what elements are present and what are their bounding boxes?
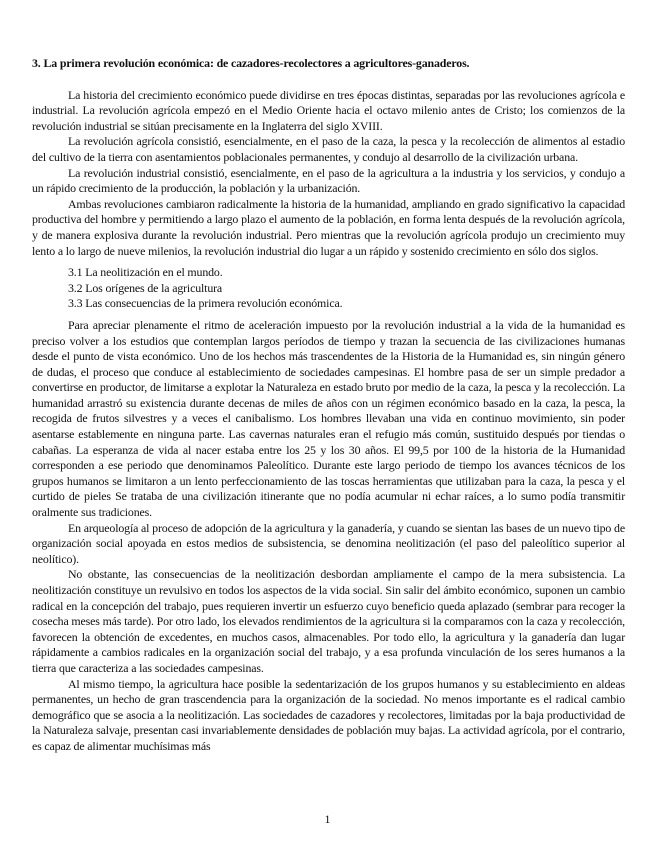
intro-paragraph-1: La historia del crecimiento económico puede dividirse en tres épocas distintas, separadas por las revoluciones agrícola e industrial. La revolución agrícola empezó en el Medio Oriente hacia el octavo milenio antes de Cristo; los comienzos de la revolución industrial se sitúan precisamente en la Inglaterra del siglo XVIII. [32, 87, 625, 133]
subsection-item: 3.2 Los orígenes de la agricultura [68, 280, 223, 295]
body-paragraph-1: Para apreciar plenamente el ritmo de aceleración impuesto por la revolución industrial a la vida de la humanidad es preciso volver a los estudios que contemplan largos períodos de tiempo y trazan la secuencia de las civilizaciones humanas desde el punto de vista económico. Uno de los hechos más trascendentes de la Historia de la Humanidad es, sin ningún género de dudas, el proceso que conduce al establecimiento de sociedades campesinas. El hombre pasa de ser un simple predador a convertirse en productor, de limitarse a explotar la Naturaleza en estado bruto por medio de la caza, la pesca y la recolección. La humanidad arrastró su existencia durante decenas de miles de años con un régimen económico basado en la caza, la pesca, la recogida de frutos silvestres y a veces el canibalismo. Los hombres llevaban una vida en continuo movimiento, sin poder asentarse establemente en ninguna parte. Las cavernas naturales eran el refugio más común, sustituido después por tiendas o cabañas. La esperanza de vida al nacer estaba entre los 25 y los 30 años. El 99,5 por 100 de la historia de la Humanidad corresponden a ese periodo que denominamos Paleolítico. Durante este largo periodo de tiempo los avances técnicos de los grupos humanos se limitaron a un lento perfeccionamiento de las toscas herramientas que utilizaban para la caza, la pesca y el curtido de pieles Se trataba de una civilización itinerante que no podía acumular ni echar raíces, a lo sumo podía transmitir oralmente sus tradiciones. [32, 317, 625, 520]
subsection-item: 3.1 La neolitización en el mundo. [68, 265, 223, 280]
body-paragraph-3: No obstante, las consecuencias de la neolitización desbordan ampliamente el campo de la mera subsistencia. La neolitización constituye un revulsivo en todos los aspectos de la vida social. Sin salir del ámbito económico, suponen un cambio radical en la concepción del trabajo, pues requieren invertir un esfuerzo cuyo beneficio queda aplazado (sembrar para recoger la cosecha meses más tarde). Por otro lado, los elevados rendimientos de la agricultura si la comparamos con la caza y recolección, favorecen la obtención de excedentes, en muchos casos, almacenables. Por todo ello, la agricultura y la ganadería dan lugar rápidamente a cambios radicales en la organización social del trabajo, y a esa profunda vinculación de los seres humanos a la tierra que caracteriza a las sociedades campesinas. [32, 567, 625, 675]
document-page [32, 56, 625, 755]
intro-paragraph-3: La revolución industrial consistió, esencialmente, en el paso de la agricultura a la industria y los servicios, y condujo a un rápido crecimiento de la producción, la población y la urbanización. [32, 165, 625, 196]
section-heading: 3. La primera revolución económica: de cazadores-recolectores a agricultores-ganaderos. [32, 56, 470, 70]
body-paragraph-2: En arqueología al proceso de adopción de la agricultura y la ganadería, y cuando se sientan las bases de un nuevo tipo de organización social apoyada en estos medios de subsistencia, se denomina neolitización (el paso del paleolítico superior al neolítico). [32, 520, 625, 566]
body-paragraph-4: Al mismo tiempo, la agricultura hace posible la sedentarización de los grupos humanos y su establecimiento en aldeas permanentes, un hecho de gran trascendencia para la organización de la sociedad. No menos importante es el radical cambio demográfico que se asocia a la neolitización. Las sociedades de cazadores y recolectores, limitadas por la baja productividad de la Naturaleza salvaje, presentan casi invariablemente densidades de población muy bajas. La actividad agrícola, por el contrario, es capaz de alimentar muchísimas más [32, 676, 625, 753]
intro-paragraph-2: La revolución agrícola consistió, esencialmente, en el paso de la caza, la pesca y la recolección de alimentos al estadio del cultivo de la tierra con asentamientos poblacionales permanentes, y condujo al desarrollo de la civilización urbana. [32, 134, 625, 164]
intro-paragraph-4: Ambas revoluciones cambiaron radicalmente la historia de la humanidad, ampliando en grado significativo la capacidad productiva del hombre y permitiendo a largo plazo el aumento de la población, en forma lenta después de la revolución agrícola, y de manera explosiva durante la revolución industrial. Pero mientras que la revolución agrícola produjo un crecimiento muy lento a lo largo de nueve milenios, la revolución industrial dio lugar a un rápido y sostenido crecimiento en sólo dos siglos. [32, 196, 625, 258]
subsection-item: 3.3 Las consecuencias de la primera revolución económica. [68, 296, 343, 311]
page-number: 1 [324, 812, 331, 826]
subsection-list [32, 265, 625, 312]
